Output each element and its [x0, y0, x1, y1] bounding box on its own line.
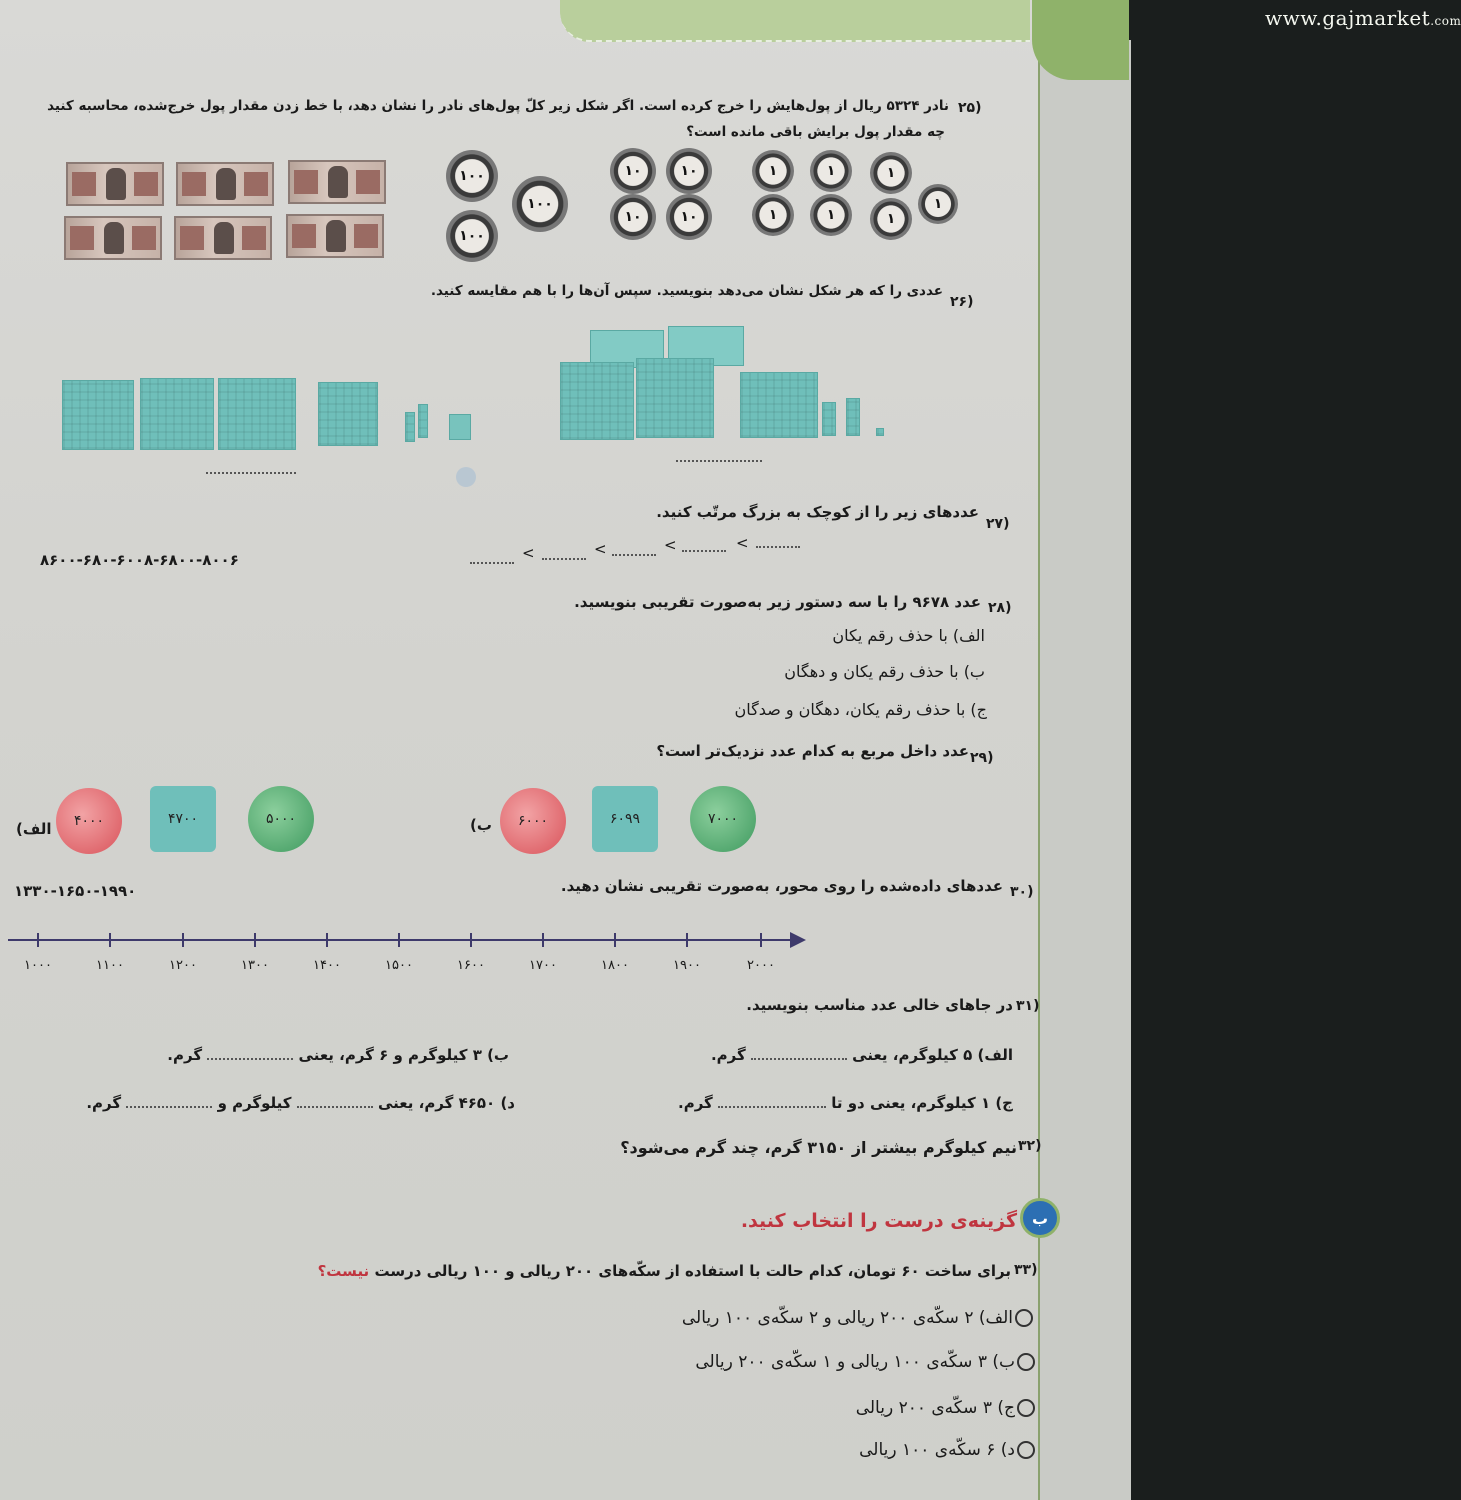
hundred-flat — [822, 402, 836, 436]
order-blank[interactable] — [682, 550, 726, 552]
less-than-sign: < — [736, 534, 749, 552]
tick-label: ۱۵۰۰ — [385, 958, 413, 973]
q33-option-c[interactable]: ج) ۳ سکّه‌ی ۲۰۰ ریالی — [856, 1398, 1035, 1418]
arrow-right-icon — [790, 932, 806, 948]
unit-cubes — [449, 414, 471, 440]
q27-text: عددهای زیر را از کوچک به بزرگ مرتّب کنید. — [656, 503, 979, 521]
less-than-sign: < — [522, 544, 535, 562]
coin-1: ۱ — [810, 150, 852, 192]
tick-label: ۱۶۰۰ — [457, 958, 485, 973]
q26-number: ۲۶) — [950, 294, 974, 310]
answer-blank-right[interactable] — [676, 460, 762, 462]
q29-text: عدد داخل مربع به کدام عدد نزدیک‌تر است؟ — [656, 742, 969, 760]
less-than-sign: < — [594, 540, 607, 558]
tick-label: ۱۷۰۰ — [529, 958, 557, 973]
q28-option-b: ب) با حذف رقم یکان و دهگان — [784, 662, 985, 681]
header-banner — [560, 0, 1461, 42]
q28-option-c: ج) با حذف رقم یکان، دهگان و صدگان — [734, 700, 987, 719]
q28-number: ۲۸) — [988, 600, 1012, 616]
hundred-flat — [318, 382, 378, 446]
thousand-cube — [740, 372, 818, 438]
order-blank[interactable] — [756, 546, 800, 548]
q27-numbers: ۸۶۰۰-۶۸۰-۶۰۰۸-۶۸۰۰-۸۰۰۶ — [40, 551, 239, 569]
banknote — [174, 216, 272, 260]
q33-option-a[interactable]: الف) ۲ سکّه‌ی ۲۰۰ ریالی و ۲ سکّه‌ی ۱۰۰ ریالی — [682, 1308, 1033, 1328]
banknote — [66, 162, 164, 206]
banknote — [64, 216, 162, 260]
ten-rod — [405, 412, 415, 442]
section-b-badge: ب — [1020, 1198, 1060, 1238]
next-page-edge — [1038, 40, 1131, 1500]
q31-option-b: ب) ۳ کیلوگرم و ۶ گرم، یعنی گرم. — [167, 1046, 509, 1064]
q28-option-a: الف) با حذف رقم یکان — [832, 626, 985, 645]
number-line — [8, 939, 798, 941]
radio-button[interactable] — [1017, 1441, 1035, 1459]
square-right: ۶۰۹۹ — [592, 786, 658, 852]
thousand-cube — [218, 378, 296, 450]
coin-1: ۱ — [752, 150, 794, 192]
tick-label: ۱۲۰۰ — [169, 958, 197, 973]
corner-tab — [1032, 0, 1129, 80]
circle-green-right: ۷۰۰۰ — [690, 786, 756, 852]
thousand-cube — [560, 362, 634, 440]
q28-text: عدد ۹۶۷۸ را با سه دستور زیر به‌صورت تقریبی بنویسید. — [574, 593, 981, 611]
q33-option-b[interactable]: ب) ۳ سکّه‌ی ۱۰۰ ریالی و ۱ سکّه‌ی ۲۰۰ ریالی — [695, 1352, 1035, 1372]
q25-text-line1: نادر ۵۳۲۴ ریال از پول‌هایش را خرج کرده است. اگر شکل زیر کلّ پول‌های نادر را نشان دهد، با خط زدن مقدار پول خرج‌شده، محاسبه کنید — [47, 98, 949, 114]
coin-1: ۱ — [810, 194, 852, 236]
coin-100: ۱۰۰ — [446, 150, 498, 202]
q29-label-right: ب) — [470, 816, 492, 834]
q31-option-a: الف) ۵ کیلوگرم، یعنی گرم. — [710, 1046, 1013, 1064]
q33-option-d[interactable]: د) ۶ سکّه‌ی ۱۰۰ ریالی — [859, 1440, 1035, 1460]
square-left: ۴۷۰۰ — [150, 786, 216, 852]
thousand-cube — [140, 378, 214, 450]
tick-label: ۲۰۰۰ — [747, 958, 775, 973]
thousand-cube — [62, 380, 134, 450]
q31-number: ۳۱) — [1016, 998, 1040, 1014]
q27-number: ۲۷) — [986, 516, 1010, 532]
site-url: www.gajmarket.com — [1265, 6, 1461, 30]
radio-button[interactable] — [1017, 1353, 1035, 1371]
q30-number: ۳۰) — [1010, 884, 1034, 900]
ten-rod — [846, 398, 860, 436]
q31-option-d: د) ۴۶۵۰ گرم، یعنی کیلوگرم و گرم. — [86, 1094, 515, 1112]
section-b-title: گزینه‌ی درست را انتخاب کنید. — [740, 1210, 1017, 1232]
coin-10: ۱۰ — [666, 194, 712, 240]
coin-10: ۱۰ — [610, 194, 656, 240]
coin-1: ۱ — [870, 152, 912, 194]
banknote — [176, 162, 274, 206]
tick-label: ۱۱۰۰ — [96, 958, 124, 973]
coin-10: ۱۰ — [666, 148, 712, 194]
q25-number: ۲۵) — [958, 100, 982, 116]
coin-1: ۱ — [752, 194, 794, 236]
tick-label: ۱۸۰۰ — [601, 958, 629, 973]
q29-number: ۲۹) — [970, 750, 994, 766]
order-blank[interactable] — [542, 558, 586, 560]
tick-label: ۱۴۰۰ — [313, 958, 341, 973]
banknote — [288, 160, 386, 204]
answer-blank-left[interactable] — [206, 472, 296, 474]
order-blank[interactable] — [612, 554, 656, 556]
sticker-dot — [456, 467, 476, 487]
circle-green-left: ۵۰۰۰ — [248, 786, 314, 852]
q32-text: نیم کیلوگرم بیشتر از ۳۱۵۰ گرم، چند گرم می‌شود؟ — [620, 1138, 1017, 1157]
q30-numbers: ۱۳۳۰-۱۶۵۰-۱۹۹۰ — [14, 882, 137, 900]
radio-button[interactable] — [1017, 1399, 1035, 1417]
q33-text: برای ساخت ۶۰ تومان، کدام حالت با استفاده از سکّه‌های ۲۰۰ ریالی و ۱۰۰ ریالی درست نیست؟ — [317, 1262, 1011, 1280]
order-blanks — [470, 534, 810, 568]
banknote — [286, 214, 384, 258]
circle-red-right: ۶۰۰۰ — [500, 788, 566, 854]
tick-label: ۱۹۰۰ — [673, 958, 701, 973]
q26-text: عددی را که هر شکل نشان می‌دهد بنویسید. سپس آن‌ها را با هم مقایسه کنید. — [430, 283, 943, 299]
coin-1: ۱ — [870, 198, 912, 240]
tick-label: ۱۳۰۰ — [241, 958, 269, 973]
thousand-cube — [636, 358, 714, 438]
tick-label: ۱۰۰۰ — [24, 958, 52, 973]
radio-button[interactable] — [1015, 1309, 1033, 1327]
q33-number: ۳۳) — [1014, 1262, 1038, 1278]
coin-100: ۱۰۰ — [446, 210, 498, 262]
q25-text-line2: چه مقدار پول برایش باقی مانده است؟ — [686, 124, 945, 140]
order-blank[interactable] — [470, 562, 514, 564]
q31-option-c: ج) ۱ کیلوگرم، یعنی دو تا گرم. — [678, 1094, 1013, 1112]
q32-number: ۳۲) — [1018, 1138, 1042, 1154]
ten-rod — [418, 404, 428, 438]
unit-cube — [876, 428, 884, 436]
circle-red-left: ۴۰۰۰ — [56, 788, 122, 854]
q31-text: در جاهای خالی عدد مناسب بنویسید. — [746, 996, 1013, 1014]
less-than-sign: < — [664, 536, 677, 554]
coin-1: ۱ — [918, 184, 958, 224]
q30-text: عددهای داده‌شده را روی محور، به‌صورت تقریبی نشان دهید. — [560, 877, 1003, 895]
q29-label-left: الف) — [16, 820, 52, 838]
coin-100: ۱۰۰ — [512, 176, 568, 232]
coin-10: ۱۰ — [610, 148, 656, 194]
